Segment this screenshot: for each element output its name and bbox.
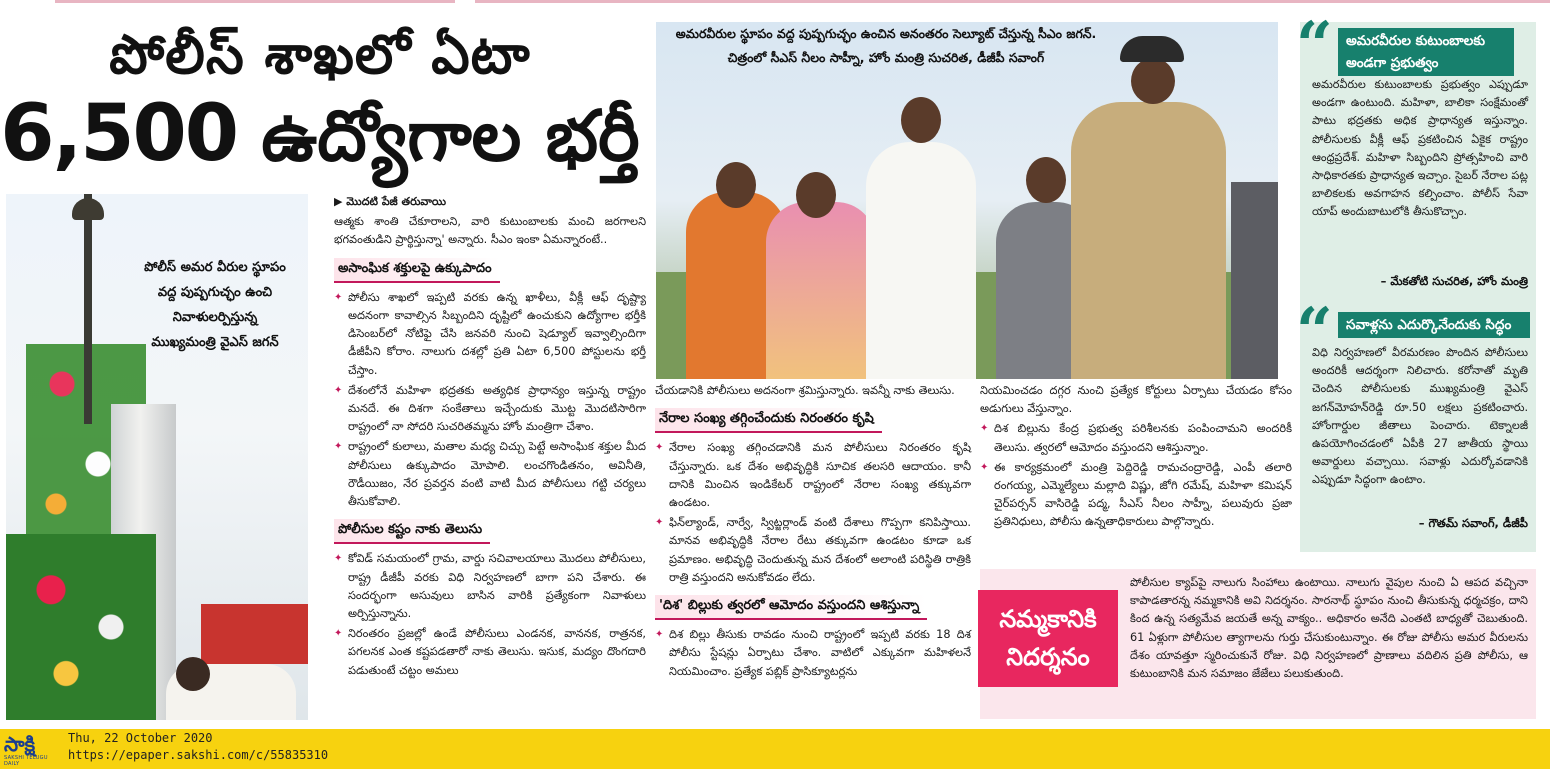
logo-wordmark: సాక్షి	[4, 732, 36, 756]
col1-bullet: ✦ నిరంతరం ప్రజల్లో ఉండే పోలీసులు ఎండనక, వాననక, రాత్రనక, పగలనక ఎంత కష్టపడతారో నాకు తెలుసు. ఇసుక, మద్యం దొంగదారి పడుతుంటే చట్టం అమలు	[334, 625, 646, 680]
col2-lead: చేయడానికి పోలీసులు అదనంగా శ్రమిస్తున్నారు. ఇవన్నీ నాకు తెలుసు.	[655, 384, 955, 397]
col3-bullet: ✦ ఈ కార్యక్రమంలో మంత్రి పెద్దిరెడ్డి రామచంద్రారెడ్డి, ఎంపీ తలారి రంగయ్య, ఎమ్మెల్యేలు మల్లాది విష్ణు, జోగి రమేష్, మహిళా కమిషన్ చైర్‌పర్సన్ వాసిరెడ్డి పద్మ, సీఎస్ నీలం సాహ్నీ, పలువురు ప్రజా ప్రతినిధులు, పోలీసు ఉన్నతాధికారులు పాల్గొన్నారు.	[980, 459, 1292, 532]
footer-url-link[interactable]: https://epaper.sakshi.com/c/55835310	[68, 748, 329, 762]
trust-label: నమ్మకానికి నిదర్శనం	[978, 590, 1118, 687]
footer-date: Thu, 22 October 2020	[68, 731, 213, 745]
person-police-uniform	[1071, 102, 1226, 379]
col1-bullet: ✦ కోవిడ్ సమయంలో గ్రామ, వార్డు సచివాలయాలు మొదలు పోలీసులు, రాష్ట్ర డీజీపీ వరకు విధి నిర్వహణలో బాగా పని చేశారు. ఈ సందర్భంగా అసువులు బాసిన వారికి ప్రత్యేకంగా నివాళులు అర్పిస్తున్నాను.	[334, 550, 646, 623]
continued-marker: ▶ మొదటి పేజీ తరువాయి	[334, 195, 447, 208]
quote2-heading: సవాళ్లను ఎదుర్కొనేందుకు సిద్ధం	[1338, 312, 1530, 338]
quote1-signature: – మేకతోటి సుచరిత, హోం మంత్రి	[1380, 274, 1528, 288]
col1-subhead-2: పోలీసుల కష్టం నాకు తెలుసు	[334, 519, 490, 544]
top-rule-left	[55, 0, 455, 3]
quote-mark-icon: “	[1296, 8, 1333, 83]
col3-lead: నియమించడం దగ్గర నుంచి ప్రత్యేక కోర్టులు ఏర్పాటు చేయడం కోసం అడుగులు వేస్తున్నాం.	[980, 384, 1292, 416]
quote2-signature: – గౌతమ్ సవాంగ్, డీజీపీ	[1418, 516, 1528, 530]
top-rule-right	[475, 0, 1550, 3]
police-cap	[1120, 36, 1184, 62]
headline-line1: పోలీస్ శాఖలో ఏటా	[109, 23, 531, 86]
column-3	[980, 382, 1292, 534]
col3-bullet: ✦ దిశ బిల్లును కేంద్ర ప్రభుత్వ పరిశీలనకు పంపించామని అందరికీ తెలుసు. త్వరలో ఆమోదం వస్తుందని ఆశిస్తున్నాం.	[980, 420, 1292, 456]
col2-bullet: ✦ నేరాల సంఖ్య తగ్గించడానికి మన పోలీసులు నిరంతరం కృషి చేస్తున్నారు. ఒక దేశం అభివృద్ధికి సూచిక తలసరి ఆదాయం. కానీ దానికి మించిన ఇండికేటర్ రాష్ట్రంలో నేరాల సంఖ్య తక్కువగా ఉండటం.	[655, 439, 971, 512]
tent-canopy	[201, 604, 308, 664]
col2-bullet: ✦ దిశ బిల్లు తీసుకు రావడం నుంచి రాష్ట్రంలో ఇప్పటి వరకు 18 దిశ పోలీసు స్టేషన్లు ఏర్పాటు చేశాం. వాటిలో ఎక్కువగా మహిళలనే నియమించాం. ప్రత్యేక పబ్లిక్ ప్రాసిక్యూటర్లను	[655, 626, 971, 681]
headline	[0, 22, 640, 178]
chief-minister-head	[176, 657, 210, 691]
col1-bullet: ✦ రాష్ట్రంలో కులాలు, మతాల మధ్య చిచ్చు పెట్టే అసాంఘిక శక్తుల మీద పోలీసులు ఉక్కుపాదం మోపాలి. లంచగొండితనం, అవినీతి, రౌడీయిజం, నేర ప్రవర్తన వంటి వాటి మీద పోలీసులు గట్టి చర్యలు తీసుకోవాలి.	[334, 438, 646, 511]
logo-tagline: SAKSHI TELUGU DAILY	[4, 755, 48, 767]
col1-intro: ఆత్మకు శాంతి చేకూరాలని, వారి కుటుంబాలకు మంచి జరగాలని భగవంతుడిని ప్రార్థిస్తున్నా' అన్నారు. సీఎం ఇంకా ఏమన్నారంటే..	[334, 215, 646, 247]
head-3	[901, 97, 941, 143]
person-white-shirt	[866, 142, 976, 379]
left-photo-caption: పోలీస్ అమర వీరుల స్థూపం వద్ద పుష్పగుచ్ఛం ఉంచి నివాళులర్పిస్తున్న ముఖ్యమంత్రి వైఎస్ జగన్	[144, 260, 286, 350]
col2-bullet: ✦ ఫిన్‌ల్యాండ్, నార్వే, స్విట్జర్లాండ్ వంటి దేశాలు గొప్పగా కనిపిస్తాయి. మానవ అభివృద్ధికి నేరాల రేటు తక్కువగా ఉండటం కూడా ఒక ప్రమాణం. అభివృద్ధి చెందుతున్న మన దేశంలో అలాంటి పరిస్థితి రాత్రికి రాత్రి వస్తుందని అనుకోవడం లేదు.	[655, 514, 971, 587]
main-photo	[656, 22, 1278, 379]
headline-line2-rest: ఉద్యోగాల భర్తీ	[237, 95, 640, 177]
col1-bullet: ✦ పోలీసు శాఖలో ఇప్పటి వరకు ఉన్న ఖాళీలు, వీక్లీ ఆఫ్ దృష్ట్యా అదనంగా కావాల్సిన సిబ్బందిని దృష్టిలో ఉంచుకుని ఉద్యోగాల భర్తీకి డిసెంబర్‌లో నోటిఫై చేసి జనవరి నుంచి షెడ్యూల్ ఇవ్వాల్సిందిగా డీజీపీని కోరాం. నాలుగు దశల్లో ప్రతి ఏటా 6,500 పోస్టులను భర్తీ చేస్తాం.	[334, 289, 646, 380]
person-pink-saree	[766, 202, 876, 379]
memorial-rifle	[84, 194, 92, 424]
sakshi-logo[interactable]	[4, 733, 62, 765]
quote1-heading: అమరవీరుల కుటుంబాలకు అండగా ప్రభుత్వం	[1338, 28, 1514, 76]
col1-bullet: ✦ దేశంలోనే మహిళా భద్రతకు అత్యధిక ప్రాధాన్యం ఇస్తున్న రాష్ట్రం మనదే. ఈ దిశగా సంకేతాలు ఇచ్చేందుకు మొట్ట మొదటిసారిగా రాష్ట్రంలో నా సోదరి సుచరితమ్మను హోం మంత్రిగా చేశాం.	[334, 382, 646, 437]
quote1-text: అమరవీరుల కుటుంబాలకు ప్రభుత్వం ఎప్పుడూ అండగా ఉంటుంది. మహిళా, బాలికా సంక్షేమంతో పాటు భద్రతకు అధిక ప్రాధాన్యత ఇస్తున్నాం. పోలీసులకు వీక్లీ ఆఫ్ ప్రకటించిన ఏకైక రాష్ట్రం ఆంధ్రప్రదేశ్. మహిళా సిబ్బందిని ప్రోత్సహించి వారి సాధికారతకు ప్రాధాన్యత ఇచ్చాం. సైబర్ నేరాల పట్ల బాలికలకు అవగాహన కల్పించాం. పోలీస్ సేవా యాప్ అందుబాటులోకి తీసుకొచ్చాం.	[1312, 78, 1528, 219]
headline-number: 6,500	[0, 89, 238, 179]
head-2	[796, 172, 836, 218]
quote2-text: విధి నిర్వహణలో వీరమరణం పొందిన పోలీసులు అందరికీ ఆదర్శంగా నిలిచారు. కరోనాతో మృతి చెందిన పోలీసులకు ముఖ్యమంత్రి వైఎస్ జగన్‌మోహన్‌రెడ్డి రూ.50 లక్షలు ప్రకటించారు. హోంగార్డుల జీతాలు పెంచారు. టెక్నాలజీ ఉపయోగించడంలో ఏపీకి 27 జాతీయ స్థాయి అవార్డులు వచ్చాయి. సవాళ్లు ఎదుర్కోవడానికి ఎప్పుడూ సిద్ధంగా ఉంటాం.	[1312, 346, 1528, 487]
column-2	[655, 382, 971, 683]
col1-subhead-1: అసాంఘిక శక్తులపై ఉక్కుపాదం	[334, 258, 500, 283]
head-5	[1131, 58, 1175, 104]
trust-text: పోలీసుల క్యాప్‌పై నాలుగు సింహాలు ఉంటాయి. నాలుగు వైపుల నుంచి ఏ ఆపద వచ్చినా కాపాడతారన్న నమ్మకానికి అవి నిదర్శనం. సారనాథ్ స్థూపం నుంచి తీసుకున్న ధర్మచక్రం, దాని కింద ఉన్న సత్యమేవ జయతే అన్న వాక్యం.. అధికారం అనేది ఎంతటి బాధ్యతో చెబుతుంది. 61 ఏళ్లుగా పోలీసుల త్యాగాలను గుర్తు చేసుకుంటున్నాం. ఈ రోజు పోలీసు అమర వీరులను దేశం యావత్తూ స్మరించుకునే రోజు. విధి నిర్వహణలో ప్రాణాలు వదిలిన ప్రతి పోలీసు, ఆ కుటుంబానికి మన సమాజం జేజేలు పలుకుతుంది.	[1130, 576, 1528, 681]
head-4	[1026, 157, 1066, 203]
memorial-helmet	[72, 198, 104, 220]
headline-line2	[0, 89, 640, 179]
quote-mark-icon: “	[1296, 294, 1333, 369]
floral-tribute	[6, 534, 156, 720]
person-background	[1231, 182, 1278, 379]
col2-subhead-2: 'దిశ' బిల్లుకు త్వరలో ఆమోదం వస్తుందని ఆశిస్తున్నా	[655, 595, 927, 620]
head-1	[716, 162, 756, 208]
main-photo-caption: అమరవీరుల స్థూపం వద్ద పుష్పగుచ్ఛం ఉంచిన అనంతరం సెల్యూట్ చేస్తున్న సీఎం జగన్. చిత్రంలో సీఎస్ నీలం సాహ్నీ, హోం మంత్రి సుచరిత, డీజీపీ సవాంగ్	[675, 26, 1097, 65]
col2-subhead-1: నేరాల సంఖ్య తగ్గించేందుకు నిరంతరం కృషి	[655, 408, 882, 433]
column-1	[334, 193, 646, 682]
